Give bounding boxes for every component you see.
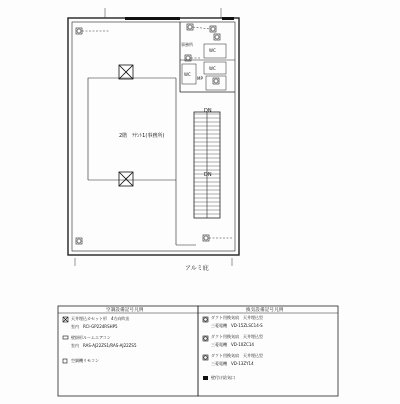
- top-window: [125, 17, 180, 20]
- legend-left-item: 室内 RCI-GP224RSHP5: [71, 324, 118, 329]
- fan-icon: [188, 25, 192, 29]
- canopy-label: アルミ庇: [185, 265, 209, 272]
- supply-icon: [77, 239, 81, 243]
- legend-right-item: 三菱電機 VD-13ZY14: [211, 361, 254, 366]
- legend-right: [198, 306, 338, 396]
- fan-icon: [214, 79, 218, 83]
- legend-right-item: 壁付け給気口: [211, 375, 235, 380]
- fan-icon: [186, 56, 190, 60]
- service-label: WC: [209, 48, 216, 53]
- legend-right-item: 三菱電機 VD-10ZC14: [211, 342, 254, 347]
- legend-right-title: 換気設備記号凡例: [246, 308, 284, 313]
- service-label: 事務所: [181, 42, 193, 47]
- service-label: MP: [197, 76, 203, 81]
- legend-right-item: 三菱電機 VD-15ZLSC14-S: [211, 323, 263, 328]
- stair-label-top: DN: [204, 108, 212, 114]
- fan-icon: [211, 27, 215, 31]
- legend-right-item: ダクト用換気扇 天井埋込型: [211, 353, 263, 358]
- fan-icon: [215, 35, 219, 39]
- legend-left-item: 室内 RAS-AJ22ZS1/RAS-AJ22ZS5: [71, 343, 137, 348]
- refrigerant-pipe: [88, 78, 176, 180]
- legend-left: [58, 306, 198, 396]
- top-window-right: [222, 17, 234, 20]
- room-label: 2階 ﾃﾅﾝﾄ1(事務所): [119, 133, 165, 139]
- legend-left-item: 天井埋込カセット形 4方向吹出: [71, 316, 130, 321]
- fan-icon: [204, 236, 208, 240]
- legend-right-item: ダクト用換気扇 天井埋込型: [211, 334, 263, 339]
- legend-left-item: 壁掛形ルームエアコン: [71, 335, 111, 340]
- legend-left-item: 空調機リモコン: [71, 358, 99, 363]
- service-label: WC: [184, 72, 191, 77]
- supply-icon: [77, 29, 81, 33]
- duct: [193, 27, 210, 29]
- legend-right-item: ダクト用換気扇 天井埋込型: [211, 315, 263, 320]
- service-label: WC: [209, 66, 216, 71]
- stair-label-bottom: DN: [204, 172, 212, 178]
- legend-left-title: 空調設備記号凡例: [106, 308, 144, 313]
